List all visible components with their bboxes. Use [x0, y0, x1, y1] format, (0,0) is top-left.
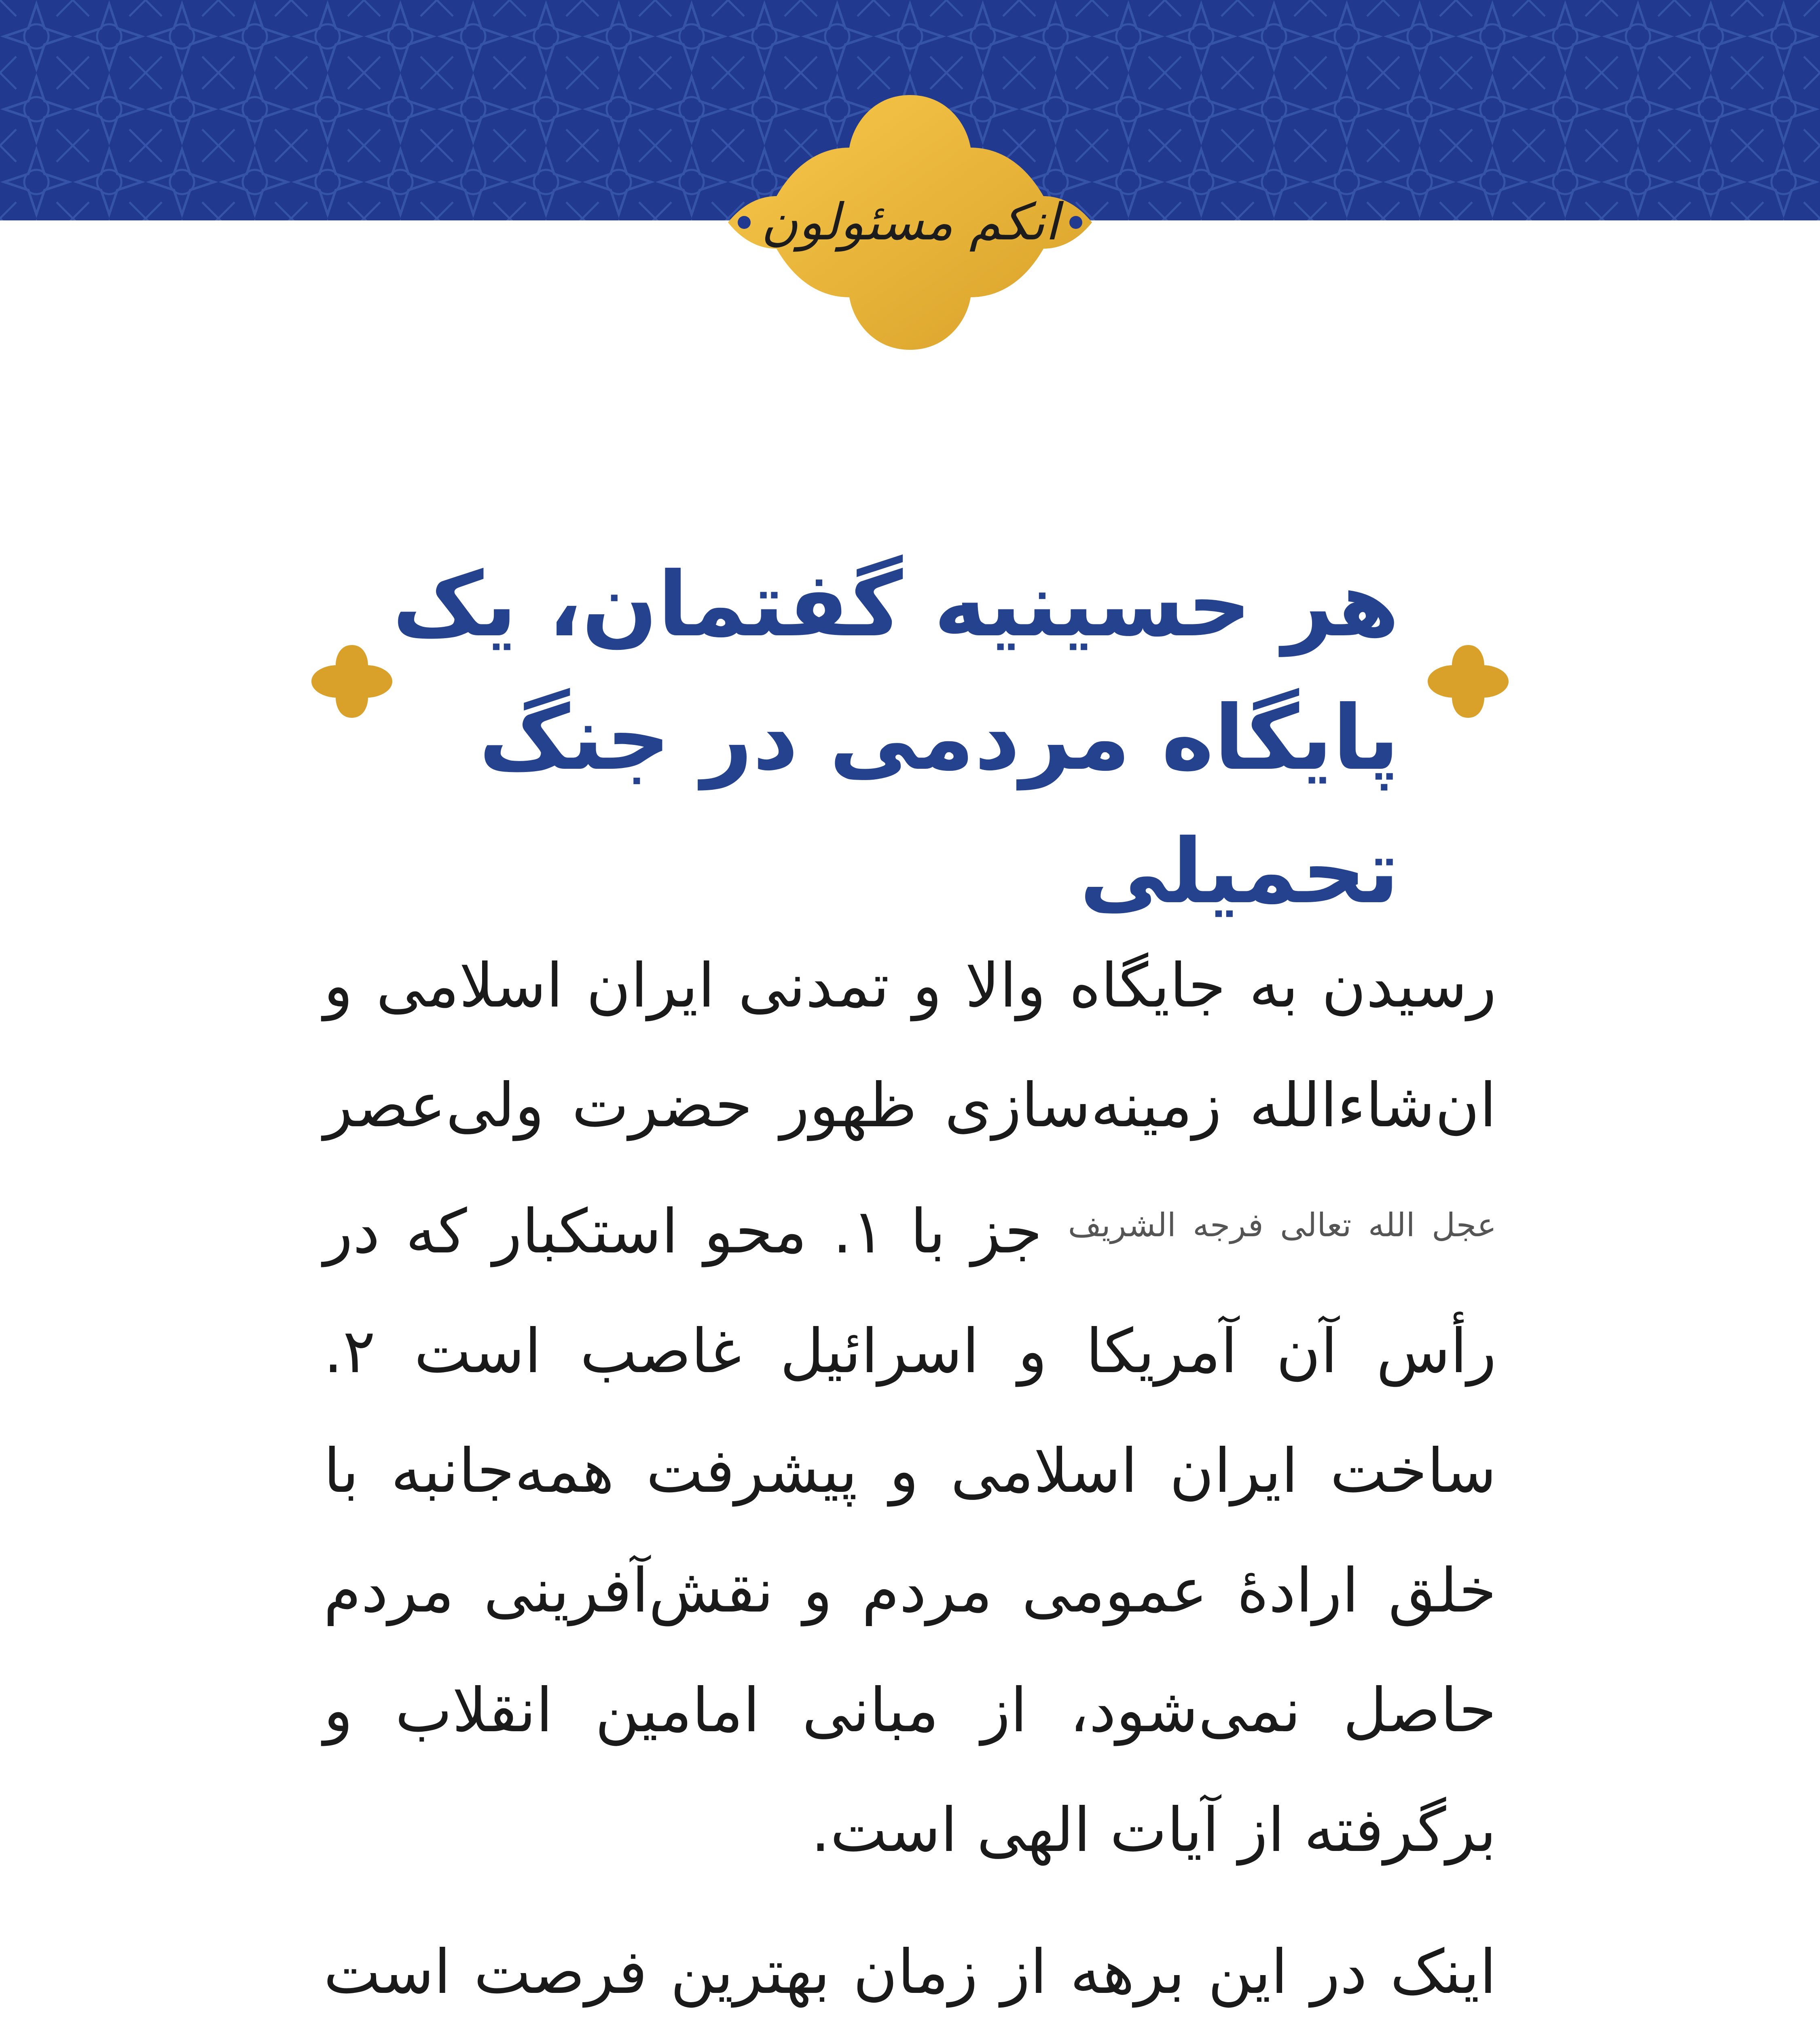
paragraph-2: اینک در این برهه از زمان بهترین فرصت است	[324, 1937, 1496, 2007]
title-line-2: پایگاه مردمی در جنگ تحمیلی	[479, 686, 1399, 923]
honorific-calligraphy: عجل الله تعالی فرجه الشریف	[1068, 1206, 1497, 1244]
page-title	[348, 538, 1399, 938]
emblem-calligraphy: انکم مسئولون	[761, 193, 1059, 252]
title-block	[307, 526, 1513, 923]
emblem-logo	[720, 87, 1100, 358]
body-text	[324, 926, 1496, 2022]
paragraph-1-part-2: جز با ۱. محو استکبار که در رأس آن آمریکا و اسرائیل غاصب است ۲. ساخت ایران اسلامی و پیشرفت همه‌جانبه با خلق ارادهٔ عمومی مردم و نقش‌آفرینی مردم حاصل نمی‌شود، از مبانی امامین انقلاب و برگرفته از آیات الهی است.	[324, 1197, 1496, 1865]
gold-ornament-icon	[1424, 641, 1513, 722]
paragraph-1-part-1: رسیدن به جایگاه والا و تمدنی ایران اسلامی و ان‌شاءالله زمینه‌سازی ظهور حضرت ولی‌عصر	[324, 951, 1496, 1141]
paragraph-1	[324, 926, 1496, 1890]
title-line-1: هر حسینیه گفتمان، یک	[392, 553, 1399, 656]
